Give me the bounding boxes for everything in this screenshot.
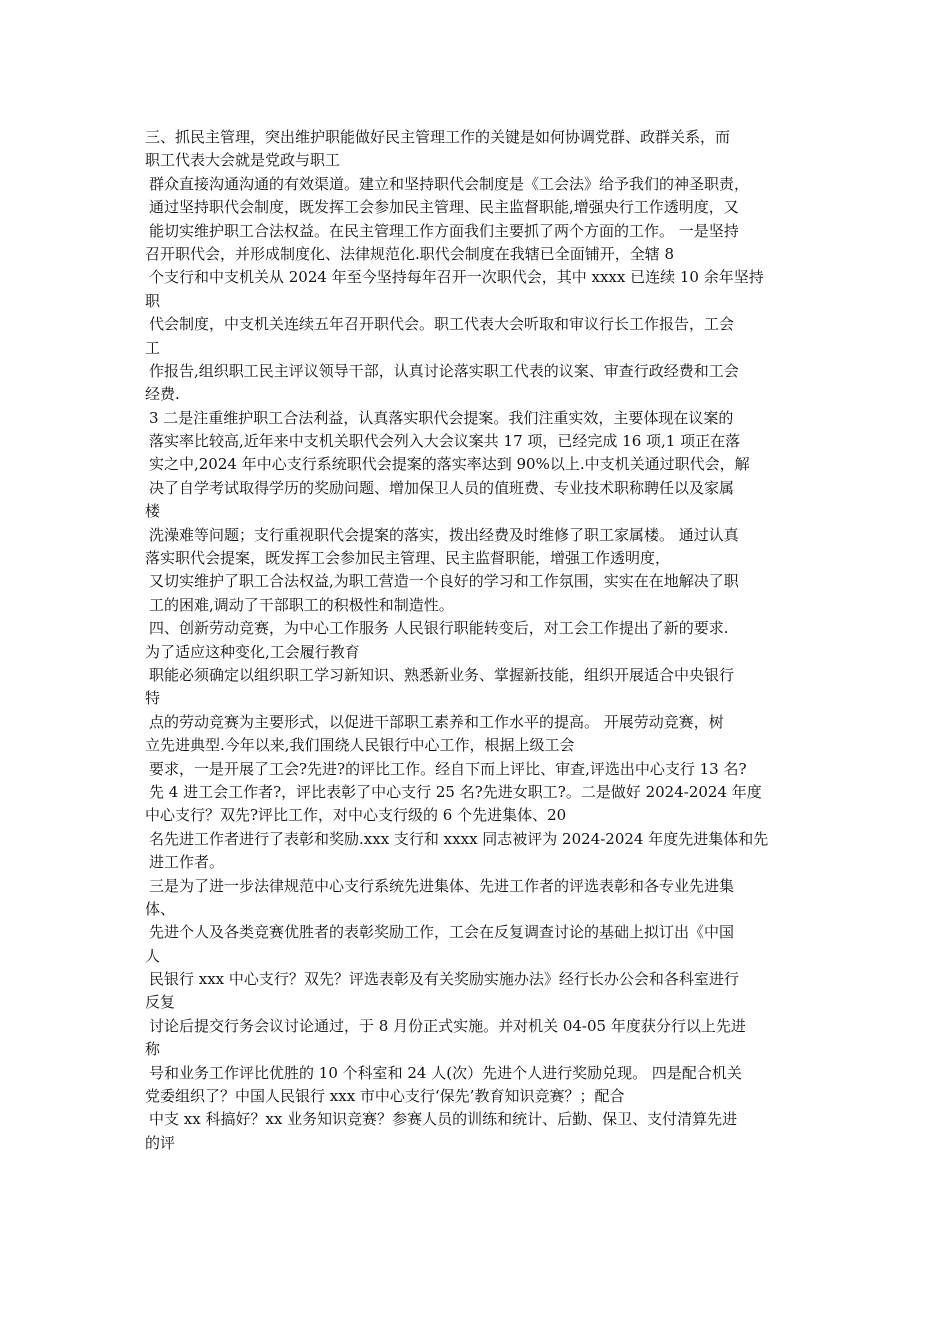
- text-line: 中支 xx 科搞好？xx 业务知识竞赛？参赛人员的训练和统计、后勤、保卫、支付清算先进: [149, 1110, 738, 1129]
- text-line: 洗澡难等问题；支行重视职代会提案的落实，拨出经费及时维修了职工家属楼。 通过认真: [149, 525, 739, 544]
- text-line: 又切实维护了职工合法权益,为职工营造一个良好的学习和工作氛围，实实在在地解决了职: [149, 572, 739, 591]
- text-line: 职工代表大会就是党政与职工: [145, 151, 341, 170]
- text-line: 要求，一是开展了工会?先进?的评比工作。经自下而上评比、审查,评选出中心支行 13 名?: [149, 759, 747, 778]
- text-line: 进工作者。: [149, 853, 225, 872]
- text-line: 楼: [145, 502, 161, 521]
- text-line: 召开职代会，并形成制度化、法律规范化.职代会制度在我辖已全面铺开，全辖 8: [145, 244, 675, 263]
- text-line: 落实率比较高,近年来中支机关职代会列入大会议案共 17 项，已经完成 16 项,1 项正在落: [149, 432, 741, 451]
- text-line: 代会制度，中支机关连续五年召开职代会。职工代表大会听取和审议行长工作报告，工会: [149, 315, 735, 334]
- text-line: 先进个人及各类竞赛优胜者的表彰奖励工作，工会在反复调查讨论的基础上拟订出《中国: [149, 923, 735, 942]
- text-line: 中心支行？双先?评比工作，对中心支行级的 6 个先进集体、20: [145, 806, 567, 825]
- text-line: 号和业务工作评比优胜的 10 个科室和 24 人(次）先进个人进行奖励兑现。 四是配合机关: [149, 1063, 742, 1082]
- text-line: 人: [145, 946, 161, 965]
- text-line: 先 4 进工会工作者?，评比表彰了中心支行 25 名?先进女职工?。二是做好 2024-2024 年度: [149, 782, 762, 801]
- text-line: 工: [145, 338, 161, 357]
- text-line: 职能必须确定以组织职工学习新知识、熟悉新业务、掌握新技能，组织开展适合中央银行: [149, 665, 735, 684]
- text-line: 作报告,组织职工民主评议领导干部，认真讨论落实职工代表的议案、审查行政经费和工会: [149, 361, 739, 380]
- text-line: 经费.: [145, 385, 180, 404]
- text-line: 三、抓民主管理，突出维护职能做好民主管理工作的关键是如何协调党群、政群关系，而: [145, 128, 731, 146]
- text-line: 点的劳动竞赛为主要形式，以促进干部职工素养和工作水平的提高。 开展劳动竞赛，树: [149, 712, 724, 731]
- text-line: 名先进工作者进行了表彰和奖励.xxx 支行和 xxxx 同志被评为 2024-2024 年度先进集体和先: [149, 829, 769, 848]
- text-line: 党委组织了？中国人民银行 xxx 市中心支行‘保先’教育知识竞赛？；配合: [145, 1087, 625, 1106]
- text-line: 能切实维护职工合法权益。在民主管理工作方面我们主要抓了两个方面的工作。 一是坚持: [149, 221, 739, 240]
- text-line: 反复: [145, 993, 176, 1012]
- text-line: 为了适应这种变化,工会履行教育: [145, 642, 360, 661]
- text-line: 民银行 xxx 中心支行？双先？评选表彰及有关奖励实施办法》经行长办公会和各科室进行: [149, 970, 739, 989]
- text-line: 通过坚持职代会制度，既发挥工会参加民主管理、民主监督职能,增强央行工作透明度，又: [149, 198, 739, 217]
- text-line: 3 二是注重维护职工合法利益，认真落实职代会提案。我们注重实效，主要体现在议案的: [149, 408, 734, 427]
- text-line: 群众直接沟通沟通的有效渠道。建立和坚持职代会制度是《工会法》给予我们的神圣职责，: [149, 174, 750, 193]
- text-line: 特: [145, 689, 161, 708]
- text-line: 讨论后提交行务会议讨论通过，于 8 月份正式实施。并对机关 04-05 年度获分行以上先进: [149, 1016, 746, 1035]
- text-line: 实之中,2024 年中心支行系统职代会提案的落实率达到 90%以上.中支机关通过职代会，解: [149, 455, 750, 474]
- text-line: 称: [145, 1040, 161, 1059]
- text-line: 职: [145, 291, 161, 310]
- text-line: 个支行和中支机关从 2024 年至今坚持每年召开一次职代会，其中 xxxx 已连续 10 余年坚持: [149, 268, 764, 287]
- text-line: 体、: [145, 899, 176, 918]
- text-line: 决了自学考试取得学历的奖励问题、增加保卫人员的值班费、专业技术职称聘任以及家属: [149, 478, 735, 497]
- text-line: 的评: [145, 1133, 176, 1152]
- text-line: 工的困难,调动了干部职工的积极性和制造性。: [149, 595, 454, 614]
- text-line: 三是为了进一步法律规范中心支行系统先进集体、先进工作者的评选表彰和各专业先进集: [149, 876, 735, 895]
- text-line: 落实职代会提案，既发挥工会参加民主管理、民主监督职能，增强工作透明度，: [145, 549, 671, 568]
- text-line: 四、创新劳动竞赛，为中心工作服务 人民银行职能转变后，对工会工作提出了新的要求.: [149, 619, 729, 638]
- document-body: [145, 126, 815, 1155]
- text-line: 立先进典型.今年以来,我们围绕人民银行中心工作，根据上级工会: [145, 736, 575, 755]
